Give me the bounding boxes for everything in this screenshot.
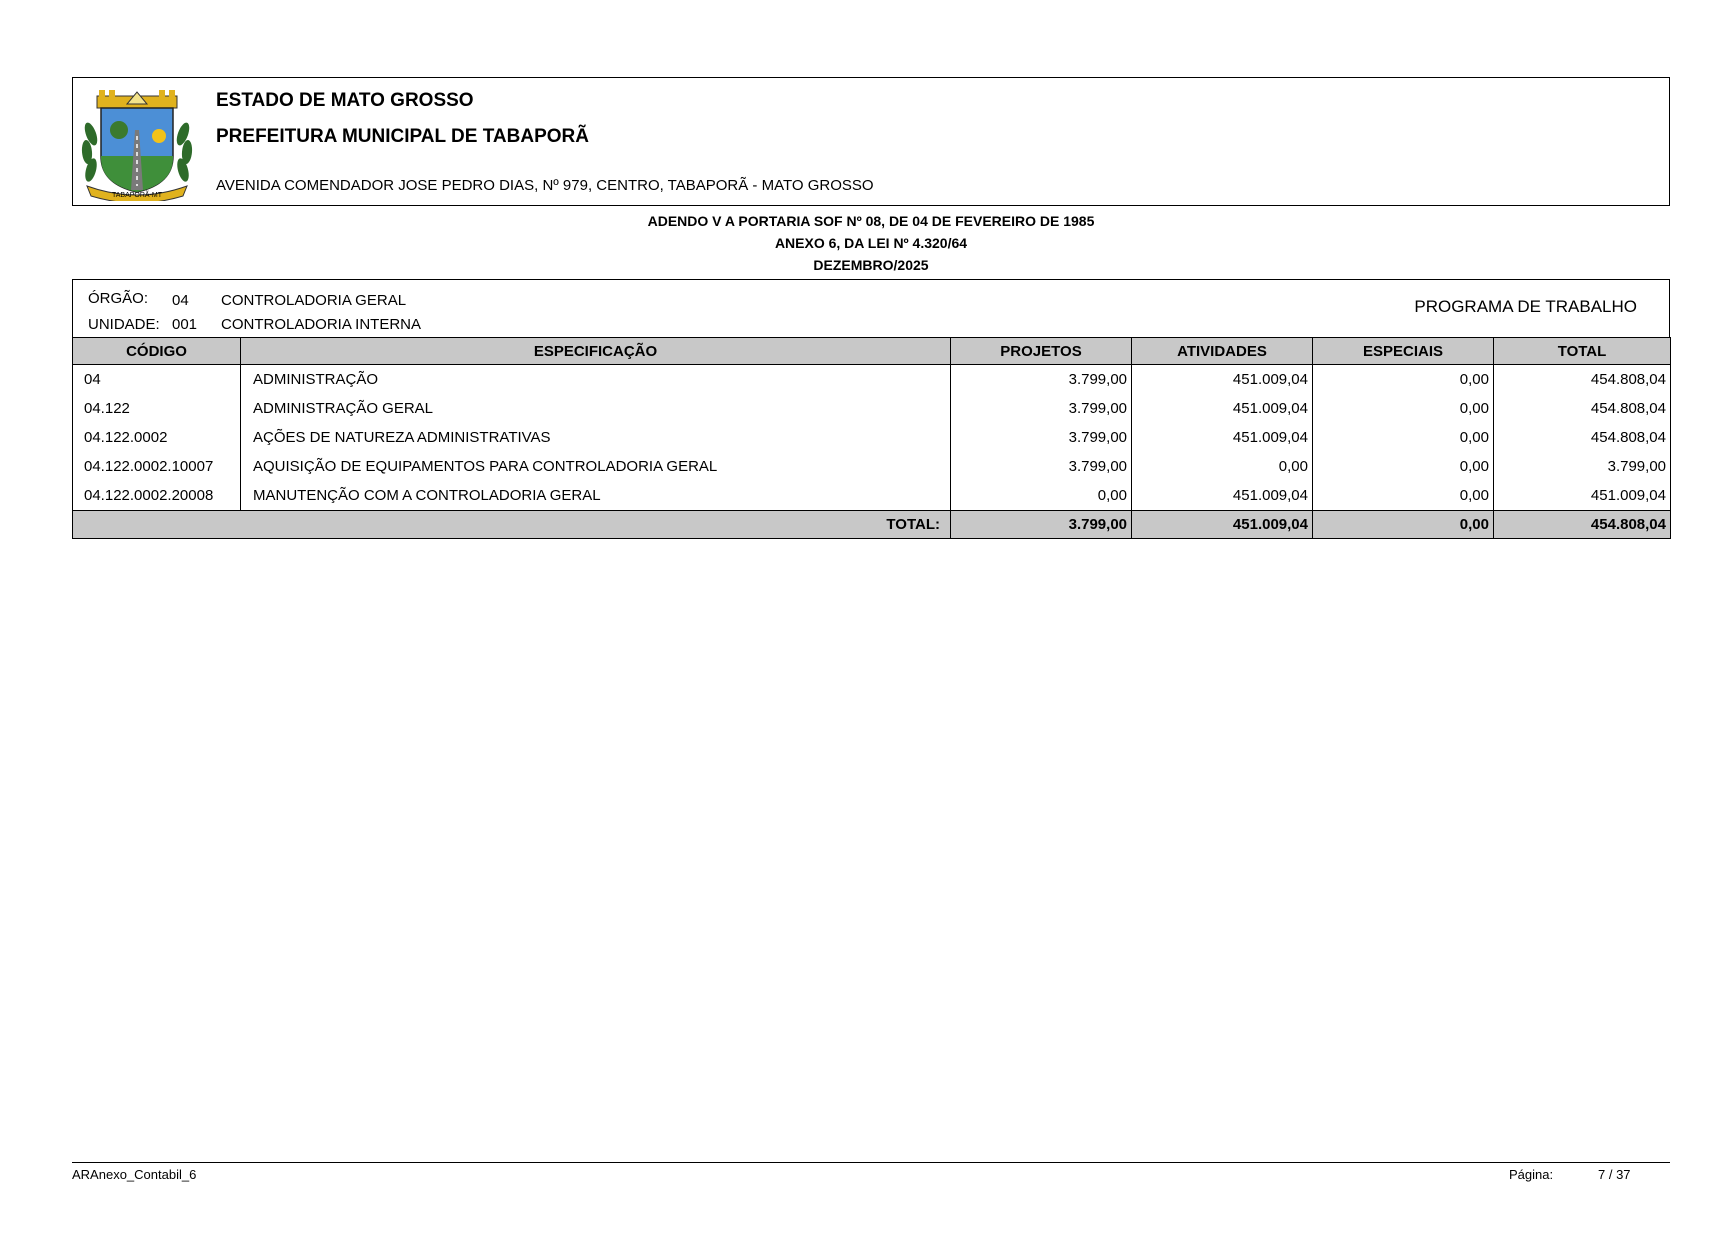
col-header-total: TOTAL: [1494, 338, 1671, 365]
cell-projetos: 0,00: [951, 481, 1132, 511]
cell-codigo: 04.122.0002: [73, 423, 241, 452]
col-header-especiais: ESPECIAIS: [1313, 338, 1494, 365]
total-atividades: 451.009,04: [1132, 511, 1313, 539]
total-projetos: 3.799,00: [951, 511, 1132, 539]
cell-especiais: 0,00: [1313, 481, 1494, 511]
total-label: TOTAL:: [73, 511, 951, 539]
cell-especiais: 0,00: [1313, 452, 1494, 481]
report-name: ARAnexo_Contabil_6: [72, 1167, 197, 1182]
cell-projetos: 3.799,00: [951, 394, 1132, 423]
state-name: ESTADO DE MATO GROSSO: [216, 90, 474, 111]
cell-especiais: 0,00: [1313, 394, 1494, 423]
table-row: [73, 452, 1671, 481]
title-line-3: DEZEMBRO/2025: [813, 257, 929, 273]
title-line-2: ANEXO 6, DA LEI Nº 4.320/64: [774, 235, 968, 251]
table-row: [73, 481, 1671, 511]
cell-especificacao: ADMINISTRAÇÃO GERAL: [241, 394, 951, 423]
cell-projetos: 3.799,00: [951, 452, 1132, 481]
cell-atividades: 451.009,04: [1132, 481, 1313, 511]
cell-especificacao: AQUISIÇÃO DE EQUIPAMENTOS PARA CONTROLADORIA GERAL: [241, 452, 951, 481]
unidade-code: 001: [172, 316, 198, 333]
col-header-codigo: CÓDIGO: [73, 338, 241, 365]
col-header-projetos: PROJETOS: [951, 338, 1132, 365]
prefecture-name: PREFEITURA MUNICIPAL DE TABAPORÃ: [216, 126, 589, 147]
cell-total: 3.799,00: [1494, 452, 1671, 481]
cell-total: 454.808,04: [1494, 394, 1671, 423]
cell-especificacao: MANUTENÇÃO COM A CONTROLADORIA GERAL: [241, 481, 951, 511]
col-header-atividades: ATIVIDADES: [1132, 338, 1313, 365]
cell-codigo: 04: [73, 365, 241, 395]
orgao-label: ÓRGÃO:: [88, 290, 149, 307]
crest-banner-text: TABAPORÃ-MT: [111, 192, 163, 199]
total-especiais: 0,00: [1313, 511, 1494, 539]
title-line-1: ADENDO V A PORTARIA SOF Nº 08, DE 04 DE FEVEREIRO DE 1985: [647, 213, 1095, 229]
total-total: 454.808,04: [1494, 511, 1671, 539]
table-header-row: [73, 338, 1671, 365]
unidade-label: UNIDADE:: [88, 316, 160, 333]
cell-atividades: 451.009,04: [1132, 423, 1313, 452]
programa-label: PROGRAMA DE TRABALHO: [1414, 297, 1637, 316]
cell-especiais: 0,00: [1313, 365, 1494, 395]
cell-projetos: 3.799,00: [951, 423, 1132, 452]
cell-projetos: 3.799,00: [951, 365, 1132, 395]
budget-table: [72, 337, 1671, 539]
table-row: [73, 365, 1671, 395]
org-info-box: [72, 279, 1670, 338]
cell-codigo: 04.122: [73, 394, 241, 423]
laurel-right-icon: [174, 121, 193, 183]
laurel-left-icon: [81, 121, 100, 183]
cell-atividades: 0,00: [1132, 452, 1313, 481]
cell-codigo: 04.122.0002.10007: [73, 452, 241, 481]
footer-divider: [72, 1162, 1670, 1163]
cell-total: 451.009,04: [1494, 481, 1671, 511]
table-row: [73, 394, 1671, 423]
cell-atividades: 451.009,04: [1132, 394, 1313, 423]
cell-total: 454.808,04: [1494, 423, 1671, 452]
unidade-name: CONTROLADORIA INTERNA: [221, 316, 422, 333]
table-row: [73, 423, 1671, 452]
report-titles: [72, 210, 1670, 276]
cell-especificacao: AÇÕES DE NATUREZA ADMINISTRATIVAS: [241, 423, 951, 452]
cell-atividades: 451.009,04: [1132, 365, 1313, 395]
cell-codigo: 04.122.0002.20008: [73, 481, 241, 511]
cell-especificacao: ADMINISTRAÇÃO: [241, 365, 951, 395]
address: AVENIDA COMENDADOR JOSE PEDRO DIAS, Nº 979, CENTRO, TABAPORÃ - MATO GROSSO: [216, 177, 874, 194]
col-header-especificacao: ESPECIFICAÇÃO: [241, 338, 951, 365]
cell-total: 454.808,04: [1494, 365, 1671, 395]
total-row: [73, 511, 1671, 539]
municipal-crest-icon: [77, 86, 197, 201]
header-box: [72, 77, 1670, 206]
cell-especiais: 0,00: [1313, 423, 1494, 452]
page-label: Página:: [1509, 1167, 1554, 1182]
page-number: 7 / 37: [1598, 1167, 1631, 1182]
orgao-name: CONTROLADORIA GERAL: [221, 292, 407, 309]
orgao-code: 04: [172, 292, 189, 309]
